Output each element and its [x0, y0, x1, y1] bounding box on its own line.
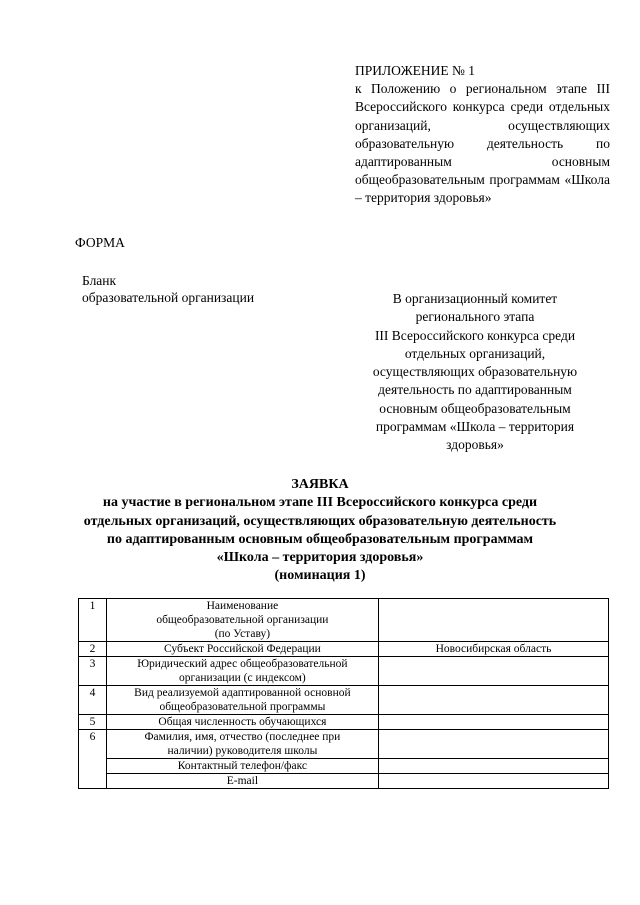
table-row [79, 642, 609, 657]
row-label [106, 715, 378, 730]
letterhead-line-1: Бланк [82, 273, 117, 288]
row-number: 2 [79, 642, 107, 657]
row-label-line: Вид реализуемой адаптированной основной [134, 687, 351, 699]
application-subtitle-line: отдельных организаций, осуществляющих образовательную деятельность [83, 513, 557, 529]
addressee-line: деятельность по адаптированным [378, 382, 572, 398]
row-number: 5 [79, 715, 107, 730]
row-label-line: E-mail [226, 775, 259, 787]
appendix-text: к Положению о региональном этапе III Всероссийского конкурса среди отдельных организаций, осуществляющих образовательную деятельность по адаптированным основным общеобразовательным программам «Школа – территория здоровья» [355, 81, 610, 206]
application-subtitle-line: по адаптированным основным общеобразовательным программам [106, 531, 534, 547]
application-nomination: (номинация 1) [274, 568, 366, 584]
row-value[interactable]: Новосибирская область [378, 642, 608, 657]
row-value[interactable] [378, 657, 608, 686]
appendix-title: ПРИЛОЖЕНИЕ № 1 [355, 63, 476, 78]
addressee-line: основным общеобразовательным [379, 400, 571, 416]
row-label-line: общеобразовательной программы [159, 701, 326, 713]
letterhead-line-2: образовательной организации [82, 290, 255, 305]
application-form-table [78, 598, 609, 789]
row-value[interactable] [378, 759, 608, 774]
row-label-line: Юридический адрес общеобразовательной [137, 658, 348, 670]
table-row [79, 715, 609, 730]
row-label-line: Фамилия, имя, отчество (последнее при [144, 731, 341, 743]
row-number: 3 [79, 657, 107, 686]
row-label-line: Субъект Российской Федерации [164, 643, 321, 655]
appendix-header [355, 62, 610, 208]
row-number: 4 [79, 686, 107, 715]
application-subtitle-line: «Школа – территория здоровья» [216, 550, 424, 566]
row-label-line: Общая численность обучающихся [158, 716, 327, 728]
addressee-line: В организационный комитет [392, 291, 558, 306]
row-label [106, 686, 378, 715]
row-label-line: наличии) руководителя школы [167, 745, 318, 757]
table-row [79, 657, 609, 686]
addressee-line: осуществляющих образовательную [372, 364, 578, 380]
row-label [106, 774, 378, 789]
row-label-line: Наименование [206, 600, 279, 612]
row-value[interactable] [378, 730, 608, 759]
row-label [106, 759, 378, 774]
row-label-line: Контактный телефон/факс [177, 760, 308, 772]
row-label-line: (по Уставу) [214, 628, 271, 640]
application-title: ЗАЯВКА [291, 477, 349, 492]
table-row [79, 686, 609, 715]
row-label [106, 730, 378, 759]
row-number: 6 [79, 730, 107, 789]
addressee-line: программам «Школа – территория [375, 419, 575, 435]
row-label [106, 657, 378, 686]
row-label [106, 642, 378, 657]
row-value[interactable] [378, 774, 608, 789]
form-label: ФОРМА [75, 235, 125, 250]
letterhead-block [82, 272, 254, 306]
row-value[interactable] [378, 686, 608, 715]
row-label-line: организации (с индексом) [179, 672, 306, 684]
row-value[interactable] [378, 599, 608, 642]
row-label-line: общеобразовательной организации [156, 614, 329, 626]
application-subtitle-line: на участие в региональном этапе III Всероссийского конкурса среди [102, 495, 538, 511]
addressee-line: регионального этапа [415, 309, 535, 325]
application-title-block [70, 476, 570, 586]
addressee-line: здоровья» [446, 437, 504, 453]
addressee-block [355, 290, 595, 455]
row-label [106, 599, 378, 642]
row-value[interactable] [378, 715, 608, 730]
row-number: 1 [79, 599, 107, 642]
table-row [79, 774, 609, 789]
addressee-line: III Всероссийского конкурса среди [374, 327, 576, 343]
addressee-line: отдельных организаций, [404, 345, 546, 361]
table-row [79, 599, 609, 642]
table-row [79, 730, 609, 759]
table-row [79, 759, 609, 774]
